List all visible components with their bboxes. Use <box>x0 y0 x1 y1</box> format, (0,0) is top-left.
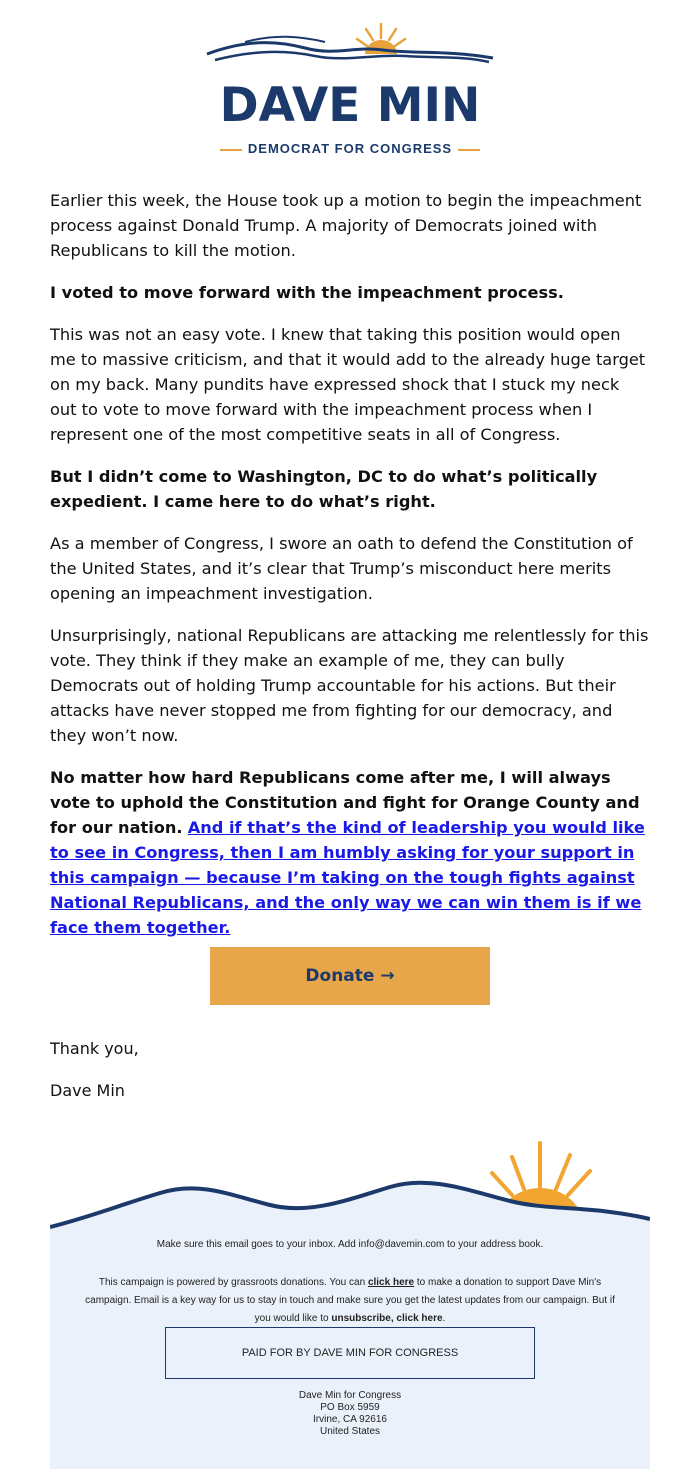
paragraph-1: Earlier this week, the House took up a motion to begin the impeachment process against Donald Trump. A majority of Democrats joined with Republicans to kill the motion. <box>50 191 642 260</box>
footer-wave-sun-icon <box>50 1135 650 1245</box>
email-body <box>50 188 650 957</box>
mailing-address: Dave Min for Congress PO Box 5959 Irvine, CA 92616 United States <box>298 1390 402 1437</box>
paid-for-box: PAID FOR BY DAVE MIN FOR CONGRESS <box>165 1327 535 1379</box>
paragraph-7 <box>50 765 650 940</box>
footer <box>50 1230 650 1469</box>
logo-name: DAVE MIN <box>219 78 481 133</box>
footer-paragraph: This campaign is powered by grassroots donations. You can click here to make a donation to support Dave Min's campaign. Email is a key way for us to stay in touch and make sure you get the latest updates from our campaign. But if you would like to unsubscribe, click here. <box>85 1277 615 1324</box>
signoff <box>50 1036 139 1120</box>
click-here-link[interactable]: click here <box>367 1277 415 1288</box>
paragraph-4: But I didn’t come to Washington, DC to do what’s politically expedient. I came here to do what’s right. <box>50 467 598 511</box>
paragraph-3: This was not an easy vote. I knew that taking this position would open me to massive criticism, and that it would add to the already huge target on my back. Many pundits have expressed shock that I stuck my neck out to vote to move forward with the impeachment process when I represent one of the most competitive seats in all of Congress. <box>50 325 646 444</box>
support-link[interactable]: And if that’s the kind of leadership you would like to see in Congress, then I am humbly asking for your support in this campaign — because I’m taking on the tough fights against National Republicans, and the only way we can win them is if we face them together. <box>50 818 645 937</box>
paragraph-7-bold: No matter how hard Republicans come after me, I will always vote to uphold the Constitution and fight for Orange County and for our nation. <box>50 768 640 837</box>
signoff-thanks: Thank you, <box>50 1039 139 1058</box>
donate-button[interactable]: Donate → <box>210 947 490 1005</box>
paragraph-2: I voted to move forward with the impeachment process. <box>50 283 564 302</box>
paragraph-5: As a member of Congress, I swore an oath to defend the Constitution of the United States, and it’s clear that Trump’s misconduct here merits opening an impeachment investigation. <box>50 534 633 603</box>
signoff-name: Dave Min <box>50 1081 125 1100</box>
campaign-logo <box>205 20 495 156</box>
logo-tagline: DEMOCRAT FOR CONGRESS <box>205 141 495 156</box>
unsubscribe-link[interactable]: unsubscribe, click here <box>331 1313 443 1324</box>
paragraph-6: Unsurprisingly, national Republicans are attacking me relentlessly for this vote. They think if they make an example of me, they can bully Democrats out of holding Trump accountable for his actions. But their attacks have never stopped me from fighting for our democracy, and they won’t now. <box>50 626 649 745</box>
inbox-note: Make sure this email goes to your inbox. Add info@davemin.com to your address book. <box>156 1239 544 1250</box>
